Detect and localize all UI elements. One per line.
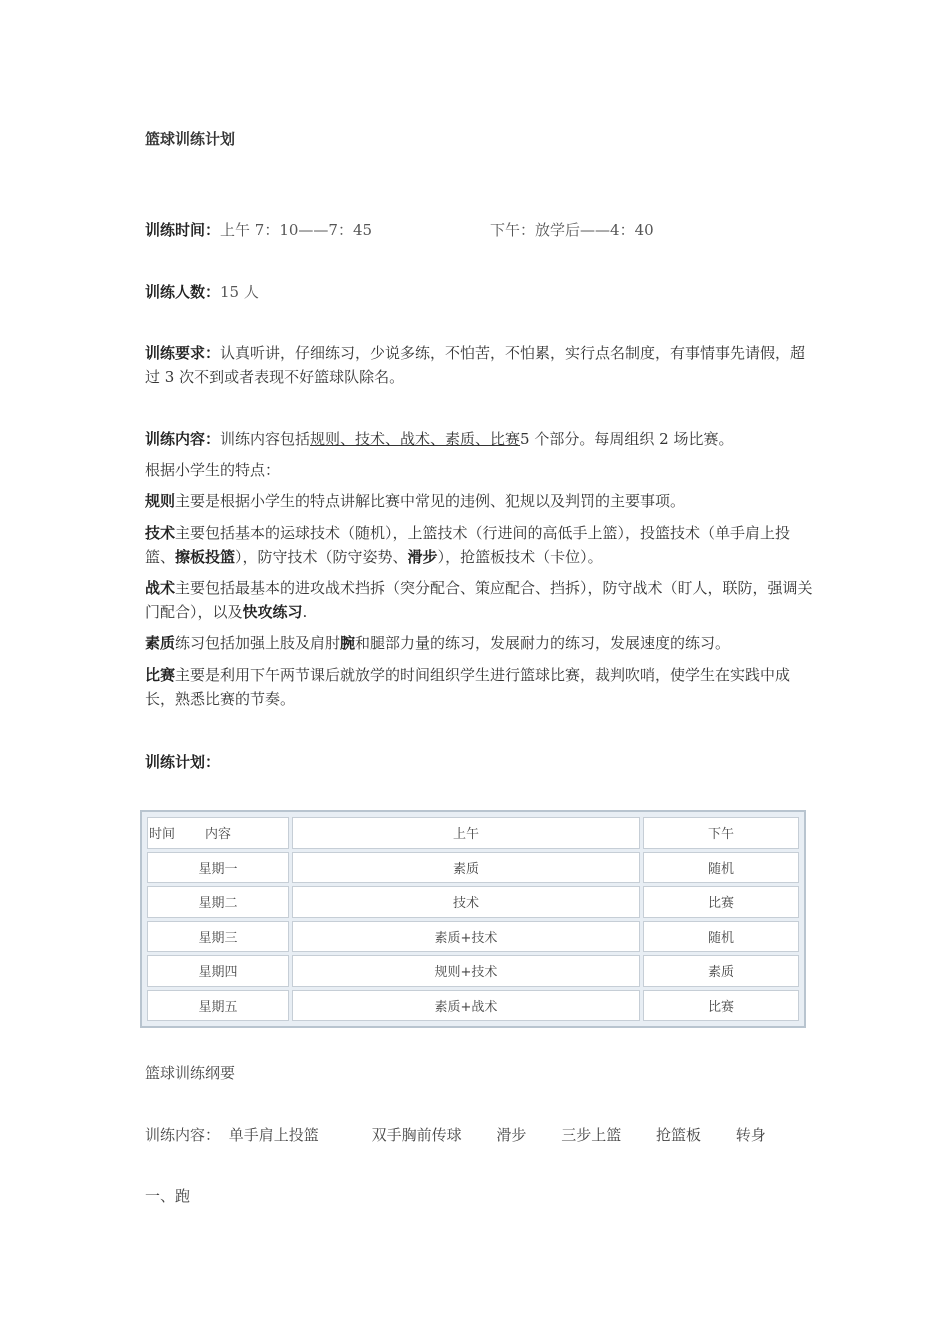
training-time-line xyxy=(145,219,654,241)
plan-label: 训练计划： xyxy=(145,753,221,771)
table-row xyxy=(147,886,799,918)
training-requirement-text: 认真听讲，仔细练习，少说多练，不怕苦，不怕累，实行点名制度，有事情事先请假，超过 3 次不到或者表现不好篮球队除名。 xyxy=(145,344,806,386)
technique-bold-2: 滑步 xyxy=(407,548,438,566)
training-content-label: 训练内容： xyxy=(145,430,221,448)
day-cell: 星期四 xyxy=(147,955,289,987)
corner-time-label: 时间 xyxy=(149,827,176,843)
technique-text-3: ），抢篮板技术（卡位）。 xyxy=(437,548,603,566)
technique-heading: 技术 xyxy=(145,524,176,542)
feature-line: 根据小学生的特点： xyxy=(145,461,281,479)
technique-text-2: ），防守技术（防守姿势、 xyxy=(235,548,408,566)
afternoon-cell: 随机 xyxy=(643,852,799,884)
match-heading: 比赛 xyxy=(145,666,176,684)
quality-heading: 素质 xyxy=(145,634,176,652)
day-cell: 星期二 xyxy=(147,886,289,918)
quality-paragraph xyxy=(145,632,730,654)
outline-item: 滑步 xyxy=(496,1126,527,1144)
afternoon-cell: 比赛 xyxy=(643,990,799,1022)
match-text: 主要是利用下午两节课后就放学的时间组织学生进行篮球比赛，裁判吹哨，使学生在实践中成长，熟悉比赛的节奏。 xyxy=(145,666,791,708)
training-content-pre: 训练内容包括 xyxy=(220,430,311,448)
tactics-paragraph xyxy=(145,576,815,624)
outline-item: 单手肩上投篮 xyxy=(228,1126,319,1144)
quality-text-1: 练习包括加强上肢及肩肘 xyxy=(175,634,341,652)
outline-items-row xyxy=(145,1124,766,1146)
day-cell: 星期三 xyxy=(147,921,289,953)
table-corner-cell xyxy=(147,817,289,849)
table-row xyxy=(147,921,799,953)
training-people-value: 15 人 xyxy=(220,283,259,301)
tactics-bold: 快攻练习 xyxy=(242,603,303,621)
column-header-afternoon: 下午 xyxy=(643,817,799,849)
training-time-afternoon: 下午：放学后——4：40 xyxy=(490,221,654,239)
rules-text: 主要是根据小学生的特点讲解比赛中常见的违例、犯规以及判罚的主要事项。 xyxy=(175,492,686,510)
column-header-morning: 上午 xyxy=(292,817,640,849)
table-header-row xyxy=(147,817,799,849)
training-content-post: 5 个部分。每周组织 2 场比赛。 xyxy=(520,430,734,448)
outline-item: 三步上篮 xyxy=(561,1126,622,1144)
tactics-text-2: . xyxy=(302,603,308,621)
outline-items-label: 训练内容： xyxy=(145,1126,221,1144)
outline-item: 转身 xyxy=(735,1126,766,1144)
training-content-line xyxy=(145,428,733,450)
training-content-parts: 规则、技术、战术、素质、比赛 xyxy=(310,430,521,448)
training-requirement xyxy=(145,341,815,389)
technique-bold-1: 擦板投篮 xyxy=(175,548,236,566)
technique-paragraph xyxy=(145,521,815,569)
afternoon-cell: 素质 xyxy=(643,955,799,987)
training-people-line xyxy=(145,281,259,303)
tactics-heading: 战术 xyxy=(145,579,176,597)
afternoon-cell: 随机 xyxy=(643,921,799,953)
training-people-label: 训练人数： xyxy=(145,283,221,301)
rules-heading: 规则 xyxy=(145,492,176,510)
quality-bold: 腕 xyxy=(340,634,356,652)
technique-text-1: 主要包括基本的运球技术（随机），上篮技术（行进间的高低手上篮），投篮技术（单手肩上投篮、 xyxy=(145,524,791,566)
doc-title: 篮球训练计划 xyxy=(145,130,236,148)
training-time-morning: 上午 7：10——7：45 xyxy=(220,221,373,239)
outline-item: 双手胸前传球 xyxy=(371,1126,462,1144)
afternoon-cell: 比赛 xyxy=(643,886,799,918)
outline-item: 抢篮板 xyxy=(655,1126,701,1144)
morning-cell: 素质 xyxy=(292,852,640,884)
match-paragraph xyxy=(145,663,815,711)
morning-cell: 技术 xyxy=(292,886,640,918)
day-cell: 星期一 xyxy=(147,852,289,884)
tactics-text-1: 主要包括最基本的进攻战术挡拆（突分配合、策应配合、挡拆），防守战术（盯人，联防，强调关门配合），以及 xyxy=(145,579,813,621)
corner-content-label: 内容 xyxy=(205,827,232,843)
section-run: 一、跑 xyxy=(145,1187,191,1205)
table-row xyxy=(147,955,799,987)
rules-paragraph xyxy=(145,490,685,512)
quality-text-2: 和腿部力量的练习，发展耐力的练习，发展速度的练习。 xyxy=(355,634,731,652)
morning-cell: 素质+技术 xyxy=(292,921,640,953)
table-row xyxy=(147,852,799,884)
morning-cell: 素质+战术 xyxy=(292,990,640,1022)
outline-title: 篮球训练纲要 xyxy=(145,1064,236,1082)
table-row xyxy=(147,990,799,1022)
training-requirement-label: 训练要求： xyxy=(145,344,221,362)
training-time-label: 训练时间： xyxy=(145,221,221,239)
morning-cell: 规则+技术 xyxy=(292,955,640,987)
day-cell: 星期五 xyxy=(147,990,289,1022)
training-plan-table xyxy=(140,810,806,1028)
